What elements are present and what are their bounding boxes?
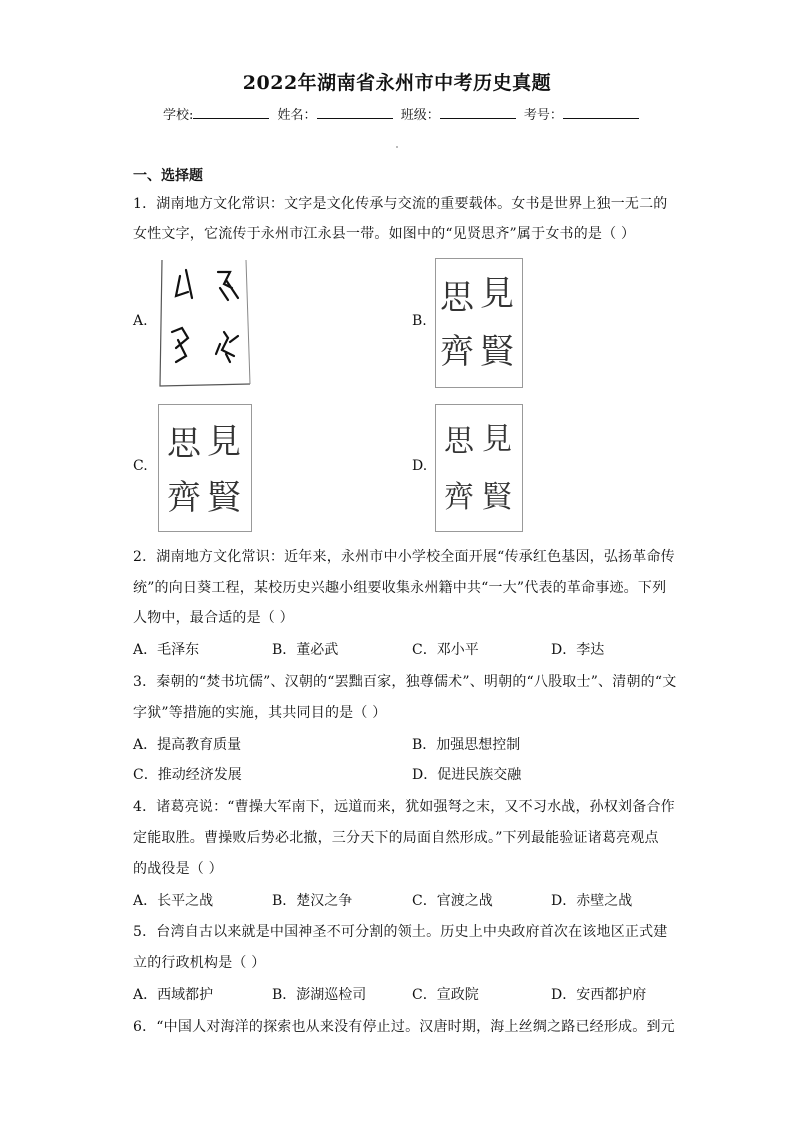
svg-text:見: 見 — [207, 422, 241, 462]
q5-text-line1: 5．台湾自古以来就是中国神圣不可分割的领土。历史上中央政府首次在该地区正式建 — [133, 924, 668, 940]
q2-option-a[interactable]: A．毛泽东 — [133, 642, 200, 658]
q2-text-line1: 2．湖南地方文化常识：近年来，永州市中小学校全面开展“传承红色基因，弘扬革命传 — [133, 549, 675, 565]
name-label: 姓名： — [277, 108, 317, 123]
q3-option-c[interactable]: C．推动经济发展 — [133, 767, 242, 783]
svg-text:賢: 賢 — [207, 478, 241, 518]
student-info-row — [163, 104, 643, 123]
number-label: 考号： — [523, 108, 563, 123]
svg-text:賢: 賢 — [480, 332, 514, 372]
q1-option-a-label[interactable]: A. — [133, 313, 148, 329]
q1-text-line1: 1．湖南地方文化常识：文字是文化传承与交流的重要载体。女书是世界上独一无二的 — [133, 196, 668, 212]
q6-text-line1: 6．“中国人对海洋的探索也从来没有停止过。汉唐时期，海上丝绸之路已经形成。到元 — [133, 1019, 675, 1035]
traditional-script-image — [436, 259, 522, 387]
svg-text:見: 見 — [480, 274, 514, 314]
seal-script-image — [436, 405, 522, 531]
q4-text-line1: 4．诸葛亮说：“曹操大军南下，远道而来，犹如强弩之末，又不习水战，孙权刘备合作 — [133, 799, 675, 815]
q2-text-line2: 统”的向日葵工程，某校历史兴趣小组要收集永州籍中共“一大”代表的革命事迹。下列 — [133, 580, 667, 596]
q4-text-line3: 的战役是（ ） — [133, 861, 223, 877]
school-blank[interactable] — [193, 106, 269, 119]
q1-option-a-image[interactable] — [158, 258, 252, 388]
q3-text-line2: 字狱”等措施的实施，其共同目的是（ ） — [133, 705, 387, 721]
q5-option-b[interactable]: B．澎湖巡检司 — [272, 987, 367, 1003]
svg-text:思: 思 — [440, 278, 474, 318]
q1-option-d-image[interactable] — [435, 404, 523, 532]
q5-text-line2: 立的行政机构是（ ） — [133, 955, 266, 971]
q2-option-c[interactable]: C．邓小平 — [412, 642, 479, 658]
q4-option-d[interactable]: D．赤壁之战 — [551, 893, 633, 909]
class-blank[interactable] — [440, 106, 516, 119]
name-blank[interactable] — [317, 106, 393, 119]
traditional-script-image — [159, 405, 251, 531]
q1-text-line2: 女性文字，它流传于永州市江永县一带。如图中的“见贤思齐”属于女书的是（ ） — [133, 226, 636, 242]
q4-option-b[interactable]: B．楚汉之争 — [272, 893, 353, 909]
q4-option-a[interactable]: A．长平之战 — [133, 893, 214, 909]
q3-text-line1: 3．秦朝的“焚书坑儒”、汉朝的“罢黜百家，独尊儒术”、明朝的“八股取士”、清朝的“文 — [133, 674, 677, 690]
q3-option-b[interactable]: B．加强思想控制 — [412, 737, 521, 753]
section-heading: 一、选择题 — [133, 168, 203, 184]
svg-text:齊: 齊 — [167, 478, 201, 518]
q3-option-a[interactable]: A．提高教育质量 — [133, 737, 242, 753]
q2-option-d[interactable]: D．李达 — [551, 642, 605, 658]
q3-option-d[interactable]: D．促进民族交融 — [412, 767, 522, 783]
q2-text-line3: 人物中，最合适的是（ ） — [133, 610, 294, 626]
nushu-script-image — [158, 258, 252, 388]
class-label: 班级： — [400, 108, 440, 123]
q2-option-b[interactable]: B．董必武 — [272, 642, 339, 658]
svg-text:齊: 齊 — [444, 480, 474, 515]
q1-option-c-label[interactable]: C. — [133, 458, 148, 474]
q5-option-d[interactable]: D．安西都护府 — [551, 987, 647, 1003]
svg-text:思: 思 — [167, 424, 201, 464]
q4-option-c[interactable]: C．官渡之战 — [412, 893, 493, 909]
number-blank[interactable] — [563, 106, 639, 119]
q1-option-b-image[interactable] — [435, 258, 523, 388]
divider-dot — [396, 146, 398, 148]
school-label: 学校: — [163, 108, 194, 123]
q1-option-c-image[interactable] — [158, 404, 252, 532]
q4-text-line2: 定能取胜。曹操败后势必北撤，三分天下的局面自然形成。”下列最能验证诸葛亮观点 — [133, 830, 659, 846]
svg-text:齊: 齊 — [440, 332, 474, 372]
exam-title: 2022年湖南省永州市中考历史真题 — [242, 72, 552, 94]
svg-text:賢: 賢 — [482, 480, 512, 515]
q1-option-d-label[interactable]: D. — [412, 458, 428, 474]
q5-option-a[interactable]: A．西域都护 — [133, 987, 214, 1003]
q5-option-c[interactable]: C．宣政院 — [412, 987, 479, 1003]
svg-text:見: 見 — [482, 422, 512, 457]
q1-option-b-label[interactable]: B. — [412, 313, 427, 329]
svg-text:思: 思 — [444, 424, 474, 459]
